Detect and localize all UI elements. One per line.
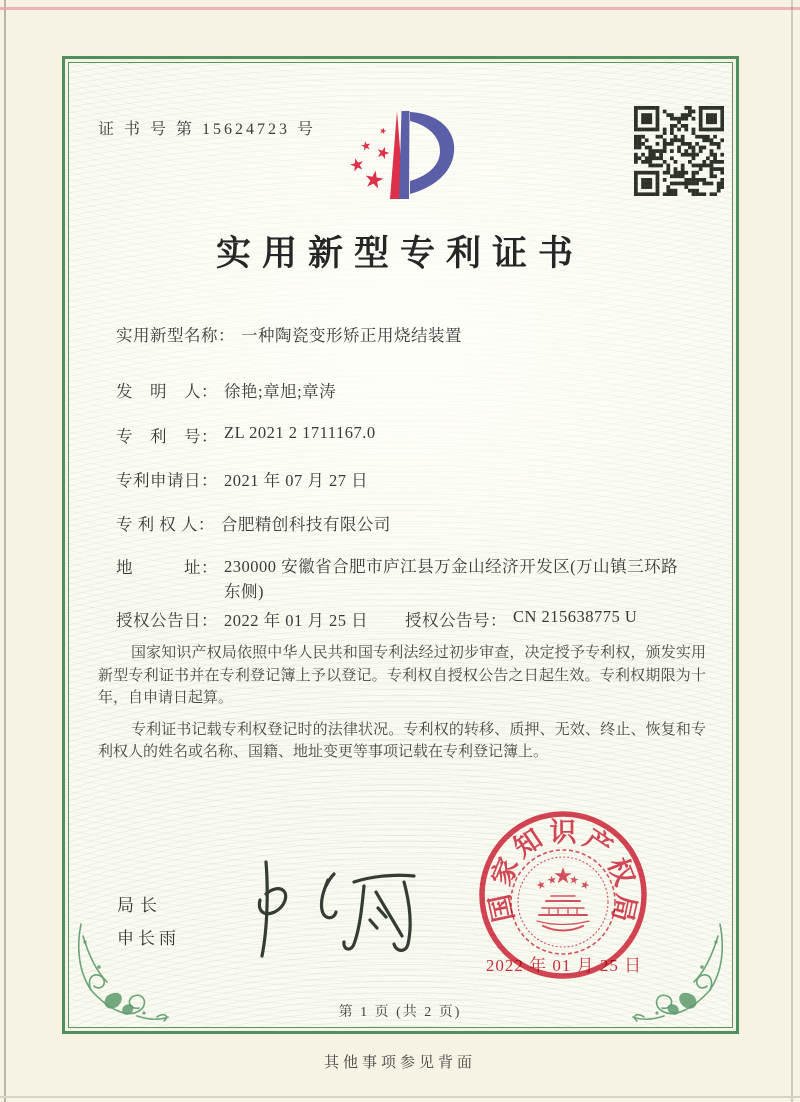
field-value: ZL 2021 2 1711167.0	[224, 423, 376, 442]
seal-char: 家	[486, 853, 525, 890]
legal-paragraph: 国家知识产权局依照中华人民共和国专利法经过初步审查，决定授予专利权，颁发实用新型专利证书并在专利登记簿上予以登记。专利权自授权公告之日起生效。专利权期限为十年，自申请日起算。	[98, 645, 706, 706]
field-inventors	[116, 378, 336, 402]
commissioner-title: 局长	[117, 896, 163, 915]
field-value: 2022 年 01 月 25 日	[224, 611, 369, 630]
field-filing-date	[116, 467, 368, 491]
field-utility-model-name	[116, 322, 462, 346]
seal-char: 国	[484, 891, 520, 925]
commissioner-name: 申长雨	[117, 929, 180, 948]
field-label: 专利申请日：	[116, 471, 218, 490]
seal-date: 2022 年 01 月 25 日	[485, 956, 643, 975]
qr-code	[634, 106, 724, 196]
field-label: 发 明 人：	[116, 382, 218, 401]
field-value: 230000 安徽省合肥市庐江县万金山经济开发区(万山镇三环路东侧)	[224, 557, 679, 601]
field-patentee	[116, 511, 391, 535]
legal-text	[98, 642, 706, 764]
field-value: 合肥精创科技有限公司	[220, 515, 391, 534]
certificate-title: 实用新型专利证书	[215, 234, 584, 273]
field-value: 徐艳;章旭;章涛	[224, 382, 337, 401]
scan-edge-bottom	[0, 1096, 800, 1098]
field-grant-date	[116, 607, 368, 631]
back-note: 其他事项参见背面	[323, 1055, 476, 1071]
field-value: CN 215638775 U	[513, 607, 638, 626]
seal-char: 知	[508, 823, 548, 864]
seal-char: 局	[606, 891, 642, 925]
seal-char: 权	[601, 853, 640, 890]
scan-edge-left	[4, 0, 6, 1102]
field-value: 2021 年 07 月 27 日	[224, 471, 369, 490]
field-label: 授权公告日：	[116, 611, 218, 630]
scan-edge-right	[791, 0, 793, 1102]
page-indicator: 第 1 页 (共 2 页)	[338, 1005, 462, 1020]
commissioner-signature	[236, 856, 440, 960]
legal-paragraph: 专利证书记载专利权登记时的法律状况。专利权的转移、质押、无效、终止、恢复和专利权人的姓名或名称、国籍、地址变更等事项记载在专利登记簿上。	[98, 721, 706, 760]
scan-edge-top	[0, 7, 800, 10]
cnipa-logo-icon	[330, 102, 466, 214]
field-label: 地 址：	[116, 558, 218, 577]
certificate-number: 证 书 号 第 15624723 号	[98, 121, 317, 138]
field-label: 专 利 号：	[116, 427, 218, 446]
field-address	[116, 554, 694, 604]
seal-char: 识	[549, 817, 577, 848]
field-label: 专 利 权 人：	[116, 515, 215, 534]
seal-char: 产	[578, 823, 618, 864]
field-label: 授权公告号：	[405, 611, 507, 630]
field-label: 实用新型名称：	[116, 326, 235, 345]
field-patent-number	[116, 423, 376, 447]
field-grant-number	[405, 607, 637, 631]
field-value: 一种陶瓷变形矫正用烧结装置	[241, 326, 462, 345]
